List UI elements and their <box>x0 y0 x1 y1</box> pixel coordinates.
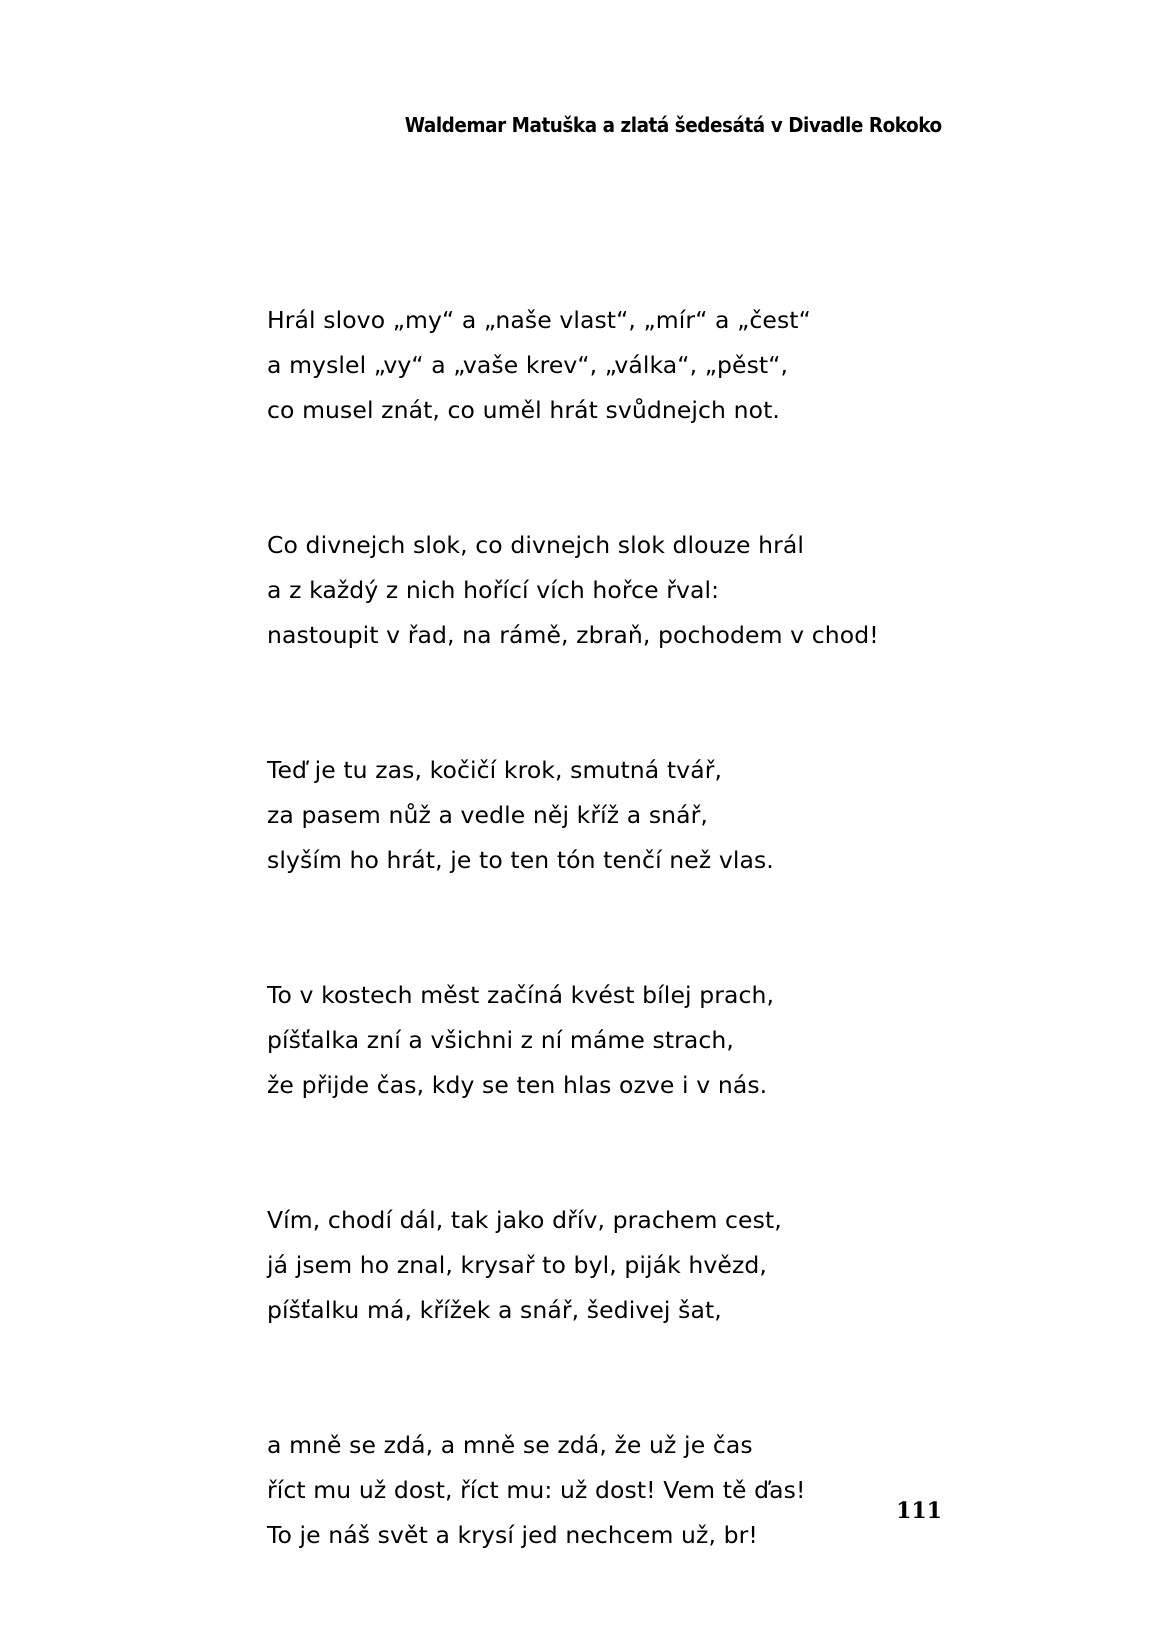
poem-line: a myslel „vy“ a „vaše krev“, „válka“, „pěst“, <box>267 351 789 379</box>
stanza <box>267 298 967 433</box>
poem-line: To je náš svět a krysí jed nechcem už, br! <box>267 1521 758 1549</box>
stanza <box>267 973 967 1108</box>
poem-line: To v kostech měst začíná kvést bílej prach, <box>267 981 775 1009</box>
poem-line: a z každý z nich hořící vích hořce řval: <box>267 576 720 604</box>
poem-line: slyším ho hrát, je to ten tón tenčí než vlas. <box>267 846 774 874</box>
poem-line: píšťalka zní a všichni z ní máme strach, <box>267 1026 735 1054</box>
stanza <box>267 1198 967 1333</box>
running-header: Waldemar Matuška a zlatá šedesátá v Divadle Rokoko <box>405 113 942 137</box>
poem-line: já jsem ho znal, krysař to byl, piják hvězd, <box>267 1251 767 1279</box>
poem-line: říct mu už dost, říct mu: už dost! Vem tě ďas! <box>267 1476 806 1504</box>
poem-line: Vím, chodí dál, tak jako dřív, prachem cest, <box>267 1206 782 1234</box>
poem-line: nastoupit v řad, na rámě, zbraň, pochodem v chod! <box>267 621 879 649</box>
stanza <box>267 523 967 658</box>
poem-line: Hrál slovo „my“ a „naše vlast“, „mír“ a „čest“ <box>267 306 811 334</box>
page-number: 111 <box>896 1498 942 1524</box>
poem-line: co musel znát, co uměl hrát svůdnejch not. <box>267 396 780 424</box>
poem-line: že přijde čas, kdy se ten hlas ozve i v nás. <box>267 1071 768 1099</box>
poem-line: a mně se zdá, a mně se zdá, že už je čas <box>267 1431 753 1459</box>
stanza <box>267 1423 967 1558</box>
poem-line: za pasem nůž a vedle něj kříž a snář, <box>267 801 708 829</box>
poem-line: Co divnejch slok, co divnejch slok dlouze hrál <box>267 531 805 559</box>
poem <box>267 298 967 1558</box>
stanza <box>267 748 967 883</box>
poem-line: Teď je tu zas, kočičí krok, smutná tvář, <box>267 756 723 784</box>
poem-line: píšťalku má, křížek a snář, šedivej šat, <box>267 1296 722 1324</box>
